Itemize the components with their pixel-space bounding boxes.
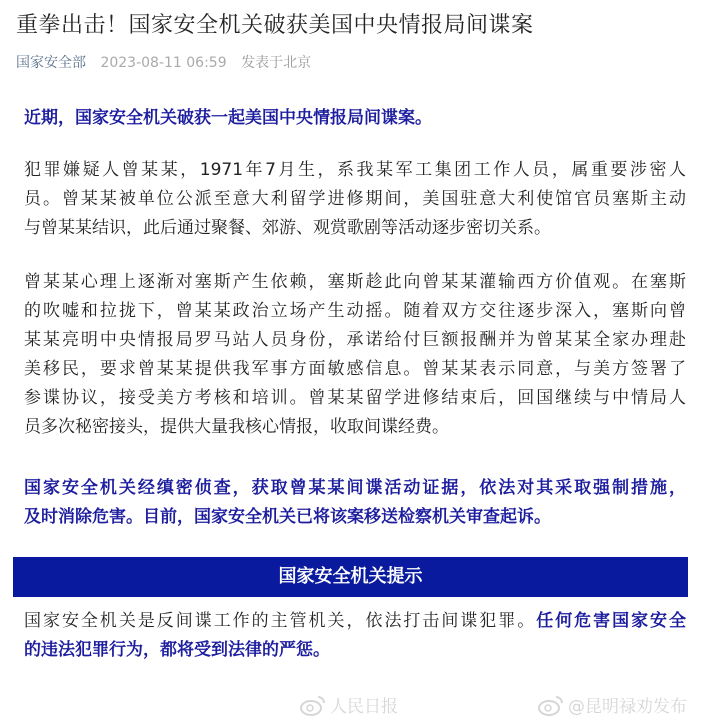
text-line: 国家安全机关经缜密侦查，获取曾某某间谍活动证据，依法对其采取强制措施， bbox=[24, 478, 686, 498]
publish-location: 发表于北京 bbox=[241, 55, 312, 71]
article-title: 重拳出击！国家安全机关破获美国中央情报局间谍案 bbox=[16, 13, 534, 38]
article-meta bbox=[16, 52, 311, 72]
text-line: 与曾某某结识，此后通过聚餐、郊游、观赏歌剧等活动逐步密切关系。 bbox=[24, 218, 551, 238]
closing-normal: 国家安全机关是反间谍工作的主管机关，依法打击间谍犯罪。 bbox=[24, 611, 537, 631]
text-line: 曾某某心理上逐渐对塞斯产生依赖，塞斯趁此向曾某某灌输西方价值观。在塞斯 bbox=[24, 272, 686, 292]
source-link[interactable]: 国家安全部 bbox=[16, 55, 86, 71]
closing-paragraph bbox=[24, 607, 686, 665]
text-line: 某某亮明中央情报局罗马站人员身份，承诺给付巨额报酬并为曾某某全家办理赴 bbox=[24, 330, 686, 350]
weibo-icon bbox=[300, 694, 326, 716]
watermark-kunming bbox=[538, 692, 687, 717]
text-line: 美移民，要求曾某某提供我军事方面敏感信息。曾某某表示同意，与美方签署了 bbox=[24, 359, 686, 379]
publish-date: 2023-08-11 06:59 bbox=[100, 55, 227, 71]
watermark-text: 人民日报 bbox=[330, 697, 398, 717]
text-line: 员。曾某某被单位公派至意大利留学进修期间，美国驻意大利使馆官员塞斯主动 bbox=[24, 189, 686, 209]
watermark-renmin bbox=[300, 692, 398, 717]
closing-bold: 任何危害国家安全 bbox=[536, 611, 687, 631]
text-line: 的吹嘘和拉拢下，曾某某政治立场产生动摇。随着双方交往逐步深入，塞斯向曾 bbox=[24, 301, 686, 321]
text-line: 犯罪嫌疑人曾某某，1971年7月生，系我某军工集团工作人员，属重要涉密人 bbox=[24, 160, 686, 180]
paragraph-2 bbox=[24, 268, 686, 442]
text-line: 近期，国家安全机关破获一起美国中央情报局间谍案。 bbox=[24, 108, 432, 128]
text-line: 及时消除危害。目前，国家安全机关已将该案移送检察机关审查起诉。 bbox=[24, 507, 551, 527]
notice-banner: 国家安全机关提示 bbox=[13, 557, 688, 597]
paragraph-1 bbox=[24, 156, 686, 243]
lead-paragraph bbox=[24, 104, 686, 133]
weibo-icon bbox=[538, 694, 564, 716]
text-line bbox=[24, 607, 686, 636]
text-line: 参谍协议，接受美方考核和培训。曾某某留学进修结束后，回国继续与中情局人 bbox=[24, 388, 686, 408]
text-line: 员多次秘密接头，提供大量我核心情报，收取间谍经费。 bbox=[24, 417, 449, 437]
watermark-text: @昆明禄劝发布 bbox=[568, 697, 687, 717]
paragraph-3 bbox=[24, 474, 686, 532]
text-line: 的违法犯罪行为，都将受到法律的严惩。 bbox=[24, 640, 330, 660]
